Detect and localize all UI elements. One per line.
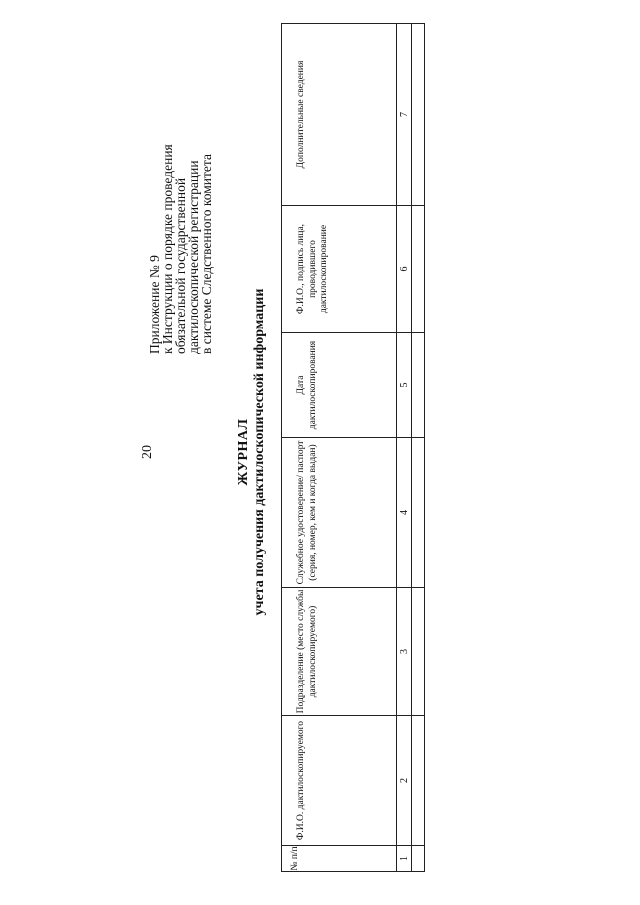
col-number-cell: 7	[397, 24, 412, 206]
appendix-line: дактилоскопической регистрации	[186, 160, 201, 354]
col-header-number: № п/п	[282, 846, 397, 872]
col-number-cell: 3	[397, 588, 412, 716]
table-cell	[412, 716, 425, 846]
appendix-line: Приложение № 9	[147, 255, 162, 354]
journal-title: ЖУРНАЛ	[236, 418, 251, 486]
table-cell	[412, 24, 425, 206]
appendix-line: в системе Следственного комитета	[199, 154, 214, 354]
col-header-unit: Подразделение (место службы дактилоскопируемого)	[282, 588, 397, 716]
col-number-cell: 2	[397, 716, 412, 846]
table-cell	[412, 206, 425, 333]
appendix-block	[148, 24, 213, 354]
journal-table	[281, 23, 425, 872]
col-header-additional: Дополнительные сведения	[282, 24, 397, 206]
journal-heading	[236, 22, 268, 882]
table-header-row	[282, 24, 397, 872]
rotated-page	[140, 22, 500, 882]
col-number-cell: 5	[397, 333, 412, 438]
journal-subtitle: учета получения дактилоскопической информации	[252, 288, 267, 616]
col-header-id-document: Служебное удостоверение/ паспорт (серия, номер, кем и когда выдан)	[282, 438, 397, 588]
table-cell	[412, 588, 425, 716]
table-cell	[412, 438, 425, 588]
col-header-date: Дата дактилоскопирования	[282, 333, 397, 438]
table-row	[412, 24, 425, 872]
appendix-line: к Инструкции о порядке проведения	[160, 144, 175, 354]
table-cell	[412, 333, 425, 438]
col-number-cell: 4	[397, 438, 412, 588]
col-number-cell: 1	[397, 846, 412, 872]
appendix-line: обязательной государственной	[173, 177, 188, 354]
col-header-conductor: Ф.И.О., подпись лица, проводившего дактилоскопирование	[282, 206, 397, 333]
table-number-row	[397, 24, 412, 872]
col-number-cell: 6	[397, 206, 412, 333]
table-cell	[412, 846, 425, 872]
col-header-full-name: Ф.И.О. дактилоскопируемого	[282, 716, 397, 846]
page-number: 20	[140, 445, 155, 459]
